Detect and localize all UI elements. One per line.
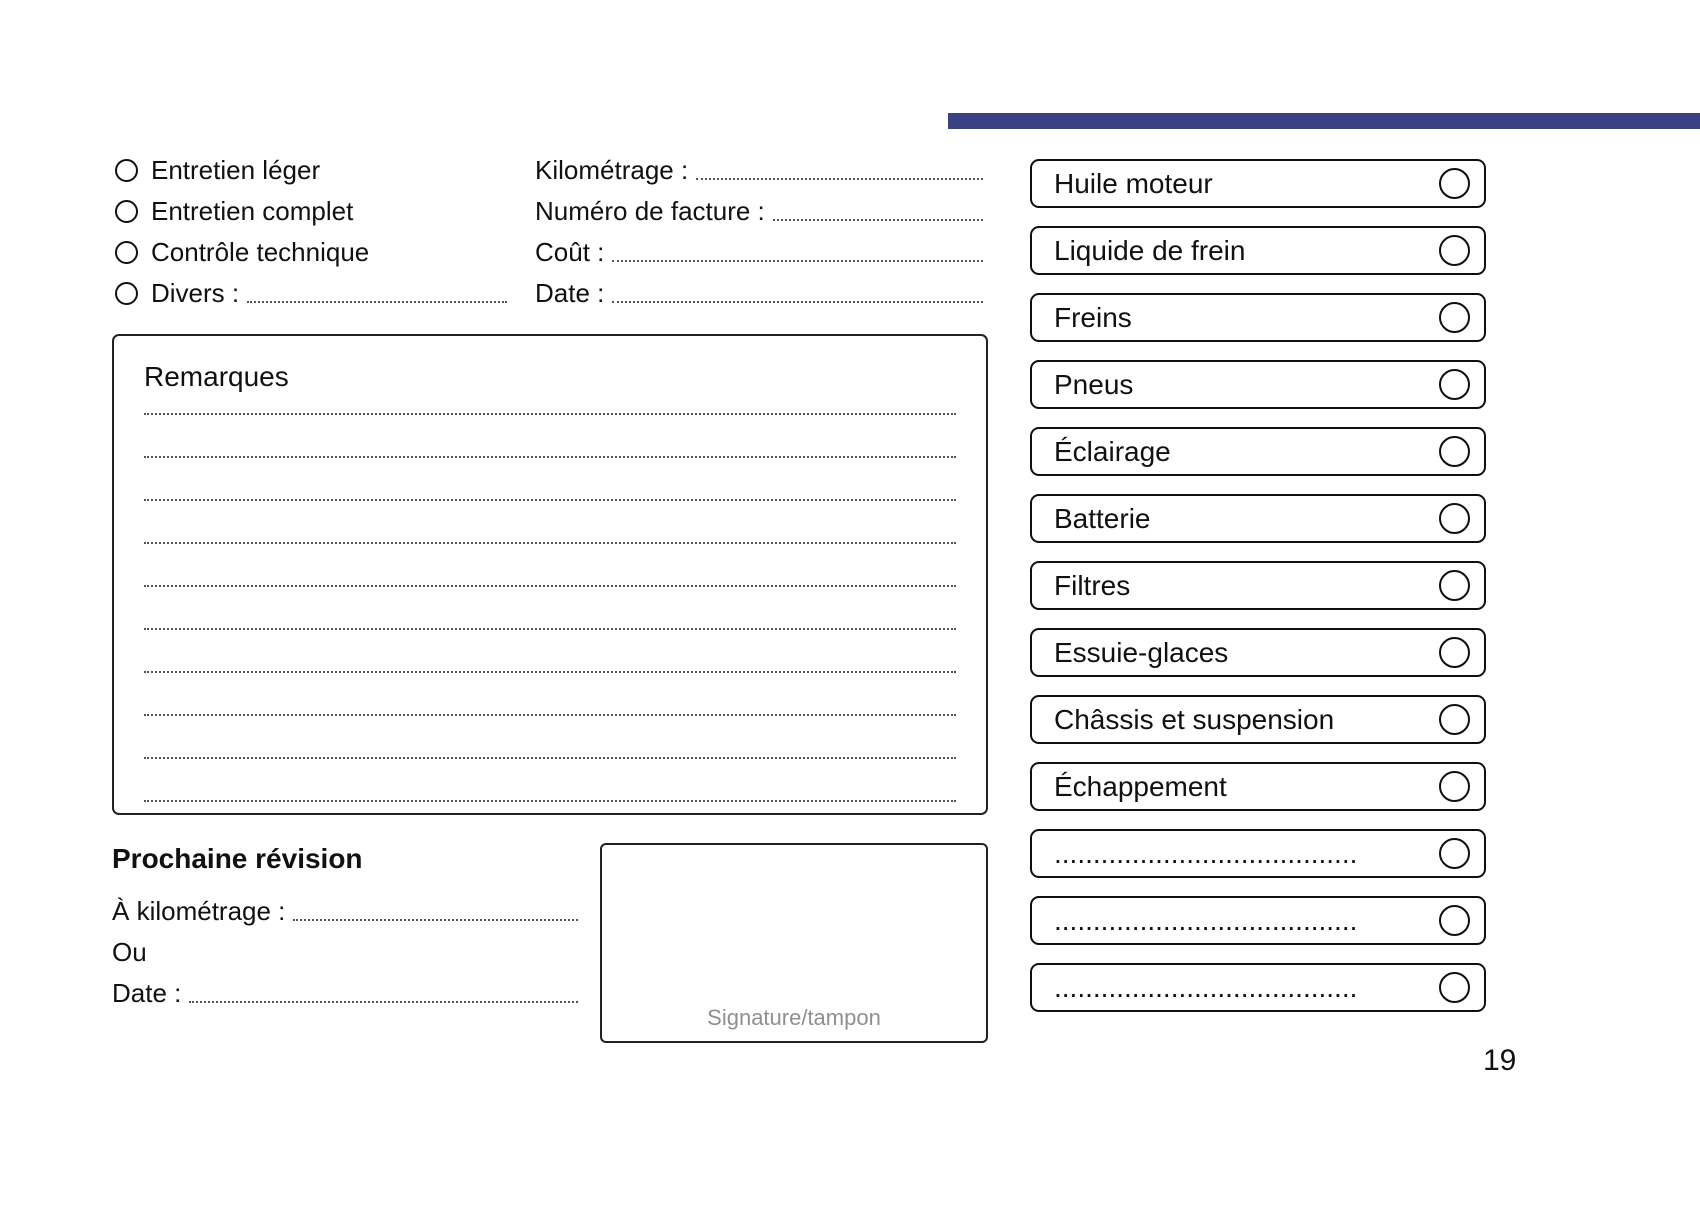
check-circle-icon[interactable] bbox=[1439, 168, 1470, 199]
field-label: Numéro de facture : bbox=[535, 196, 765, 226]
option-entretien-leger bbox=[115, 150, 507, 191]
option-label: Divers : bbox=[151, 278, 240, 308]
remark-line bbox=[144, 759, 956, 802]
dotted-fill-line bbox=[612, 260, 983, 262]
option-entretien-complet bbox=[115, 191, 507, 232]
field-label: Coût : bbox=[535, 237, 605, 267]
radio-icon[interactable] bbox=[115, 159, 138, 182]
remark-line bbox=[144, 630, 956, 673]
checklist-item-pneus bbox=[1030, 360, 1486, 409]
checklist-label: Filtres bbox=[1054, 569, 1131, 601]
field-next-date bbox=[112, 973, 578, 1014]
next-service-block bbox=[112, 843, 578, 1014]
radio-icon[interactable] bbox=[115, 282, 138, 305]
checklist-label: ....................................... bbox=[1054, 971, 1358, 1003]
checklist-item-blank-2 bbox=[1030, 896, 1486, 945]
accent-bar bbox=[948, 113, 1700, 129]
check-circle-icon[interactable] bbox=[1439, 302, 1470, 333]
checklist-label: Essuie-glaces bbox=[1054, 636, 1229, 668]
checklist-item-freins bbox=[1030, 293, 1486, 342]
remark-line bbox=[144, 673, 956, 716]
checklist-label: Liquide de frein bbox=[1054, 234, 1246, 266]
remark-line bbox=[144, 587, 956, 630]
option-divers bbox=[115, 273, 507, 314]
dotted-fill-line bbox=[696, 178, 983, 180]
page-number: 19 bbox=[1483, 1044, 1517, 1077]
check-circle-icon[interactable] bbox=[1439, 905, 1470, 936]
dotted-fill-line bbox=[612, 301, 983, 303]
checklist-label: Batterie bbox=[1054, 502, 1151, 534]
remark-line bbox=[144, 716, 956, 759]
invoice-fields bbox=[535, 150, 983, 314]
checklist-item-echappement bbox=[1030, 762, 1486, 811]
field-label: Date : bbox=[112, 978, 182, 1008]
check-circle-icon[interactable] bbox=[1439, 637, 1470, 668]
checklist-item-eclairage bbox=[1030, 427, 1486, 476]
field-label: Kilométrage : bbox=[535, 155, 689, 185]
signature-label: Signature/tampon bbox=[707, 1005, 881, 1030]
checklist-label: Huile moteur bbox=[1054, 167, 1213, 199]
dotted-fill-line bbox=[293, 919, 578, 921]
field-label: À kilométrage : bbox=[112, 896, 286, 926]
checklist-item-liquide-de-frein bbox=[1030, 226, 1486, 275]
field-ou bbox=[112, 932, 578, 973]
checklist-item-chassis-et-suspension bbox=[1030, 695, 1486, 744]
checklist-label: Freins bbox=[1054, 301, 1132, 333]
field-a-kilometrage bbox=[112, 891, 578, 932]
dotted-fill-line bbox=[189, 1001, 578, 1003]
checklist-label: Pneus bbox=[1054, 368, 1134, 400]
field-numero-facture bbox=[535, 191, 983, 232]
remark-line bbox=[144, 544, 956, 587]
next-service-title: Prochaine révision bbox=[112, 843, 363, 874]
checklist-label: Châssis et suspension bbox=[1054, 703, 1335, 735]
dotted-fill-line bbox=[247, 301, 507, 303]
service-type-options bbox=[115, 150, 507, 314]
checklist-item-blank-3 bbox=[1030, 963, 1486, 1012]
checklist-item-essuie-glaces bbox=[1030, 628, 1486, 677]
signature-box bbox=[600, 843, 988, 1043]
check-circle-icon[interactable] bbox=[1439, 771, 1470, 802]
dotted-fill-line bbox=[773, 219, 983, 221]
checklist-label: ....................................... bbox=[1054, 904, 1358, 936]
check-circle-icon[interactable] bbox=[1439, 570, 1470, 601]
remark-line bbox=[144, 458, 956, 501]
remarks-box bbox=[112, 334, 988, 815]
check-circle-icon[interactable] bbox=[1439, 838, 1470, 869]
checklist-item-batterie bbox=[1030, 494, 1486, 543]
checklist-item-filtres bbox=[1030, 561, 1486, 610]
remarks-lines bbox=[144, 394, 956, 802]
check-circle-icon[interactable] bbox=[1439, 436, 1470, 467]
remark-line bbox=[144, 394, 956, 415]
inspection-checklist bbox=[1030, 159, 1486, 1030]
checklist-item-huile-moteur bbox=[1030, 159, 1486, 208]
field-date bbox=[535, 273, 983, 314]
field-label: Ou bbox=[112, 937, 147, 967]
check-circle-icon[interactable] bbox=[1439, 369, 1470, 400]
radio-icon[interactable] bbox=[115, 241, 138, 264]
check-circle-icon[interactable] bbox=[1439, 235, 1470, 266]
checklist-label: Échappement bbox=[1054, 770, 1227, 802]
field-cout bbox=[535, 232, 983, 273]
option-label: Entretien léger bbox=[151, 155, 321, 185]
radio-icon[interactable] bbox=[115, 200, 138, 223]
check-circle-icon[interactable] bbox=[1439, 503, 1470, 534]
checklist-label: Éclairage bbox=[1054, 435, 1171, 467]
option-label: Contrôle technique bbox=[151, 237, 370, 267]
remarks-title: Remarques bbox=[144, 361, 289, 392]
check-circle-icon[interactable] bbox=[1439, 704, 1470, 735]
remark-line bbox=[144, 415, 956, 458]
option-controle-technique bbox=[115, 232, 507, 273]
checklist-item-blank-1 bbox=[1030, 829, 1486, 878]
option-label: Entretien complet bbox=[151, 196, 354, 226]
field-kilometrage bbox=[535, 150, 983, 191]
remark-line bbox=[144, 501, 956, 544]
checklist-label: ....................................... bbox=[1054, 837, 1358, 869]
check-circle-icon[interactable] bbox=[1439, 972, 1470, 1003]
field-label: Date : bbox=[535, 278, 605, 308]
